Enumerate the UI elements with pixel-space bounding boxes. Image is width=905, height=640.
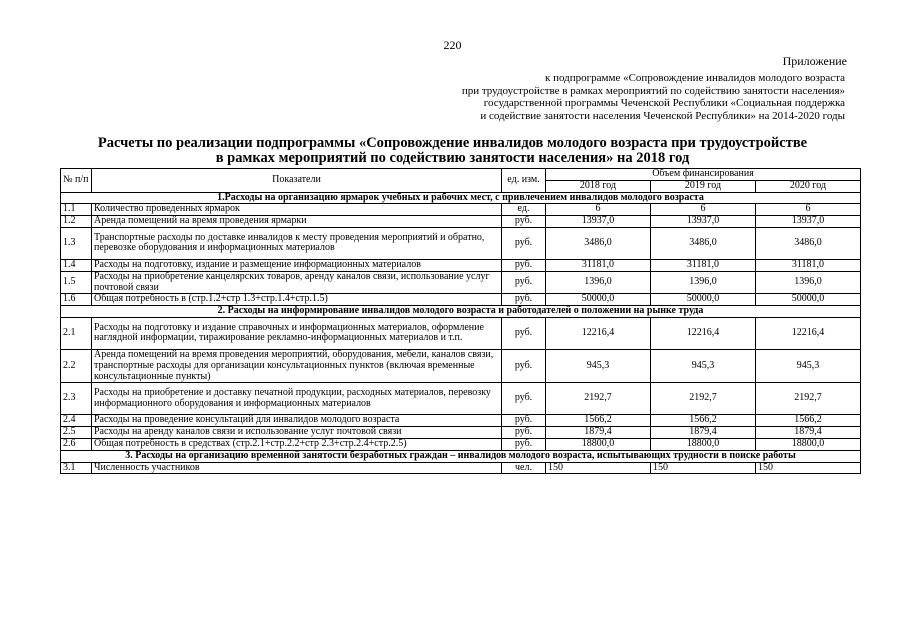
header-2019: 2019 год [651, 180, 756, 192]
row-indicator: Численность участников [92, 462, 502, 474]
row-number: 1.2 [61, 216, 92, 228]
row-indicator: Расходы на проведение консультаций для инвалидов молодого возраста [92, 415, 502, 427]
row-indicator: Расходы на подготовку, издание и размещение информационных материалов [92, 259, 502, 271]
section-title: 2. Расходы на информирование инвалидов молодого возраста и работодателей о положении на рынке труда [61, 306, 861, 318]
row-indicator: Аренда помещений на время проведения мероприятий, оборудования, мебели, каналов связи, транспортные расходы для организации консультационных пунктов (включая временные консультационные пункты) [92, 349, 502, 382]
calculation-table [60, 168, 861, 474]
section-title: 3. Расходы на организацию временной занятости безработных граждан – инвалидов молодого возраста, испытывающих трудности в поиске работы [61, 450, 861, 462]
table-row [61, 294, 861, 306]
row-number: 2.4 [61, 415, 92, 427]
table-row [61, 415, 861, 427]
row-value-2018: 945,3 [546, 349, 651, 382]
row-value-2018: 6 [546, 204, 651, 216]
row-value-2018: 150 [546, 462, 651, 474]
table-row [61, 317, 861, 349]
row-number: 2.6 [61, 438, 92, 450]
section-header-row [61, 450, 861, 462]
row-indicator: Аренда помещений на время проведения ярмарки [92, 216, 502, 228]
row-unit: руб. [502, 349, 546, 382]
row-value-2020: 31181,0 [756, 259, 861, 271]
row-unit: руб. [502, 216, 546, 228]
row-value-2018: 1396,0 [546, 271, 651, 294]
title-line: Расчеты по реализации подпрограммы «Сопровождение инвалидов молодого возраста при трудоустройстве [97, 135, 808, 151]
row-value-2020: 1396,0 [756, 271, 861, 294]
row-unit: руб. [502, 259, 546, 271]
ref-line: при трудоустройстве в рамках мероприятий по содействию занятости населения» [461, 84, 845, 97]
row-value-2019: 1566,2 [651, 415, 756, 427]
row-unit: руб. [502, 227, 546, 259]
ref-line: и содействие занятости населения Чеченской Республики» на 2014-2020 годы [480, 109, 845, 122]
section-title: 1.Расходы на организацию ярмарок учебных и рабочих мест, с привлечением инвалидов молодого возраста [61, 192, 861, 204]
header-2020: 2020 год [756, 180, 861, 192]
row-value-2018: 12216,4 [546, 317, 651, 349]
header-indicators: Показатели [92, 169, 502, 193]
row-value-2020: 1879,4 [756, 427, 861, 439]
row-number: 2.1 [61, 317, 92, 349]
row-value-2018: 1879,4 [546, 427, 651, 439]
row-value-2018: 2192,7 [546, 383, 651, 415]
row-value-2020: 2192,7 [756, 383, 861, 415]
ref-line: к подпрограмме «Сопровождение инвалидов молодого возраста [545, 72, 845, 84]
row-number: 1.5 [61, 271, 92, 294]
row-number: 2.3 [61, 383, 92, 415]
row-value-2019: 13937,0 [651, 216, 756, 228]
row-number: 1.6 [61, 294, 92, 306]
row-number: 3.1 [61, 462, 92, 474]
section-header-row [61, 306, 861, 318]
section-header-row [61, 192, 861, 204]
row-value-2018: 50000,0 [546, 294, 651, 306]
table-row [61, 383, 861, 415]
row-value-2019: 3486,0 [651, 227, 756, 259]
row-value-2018: 1566,2 [546, 415, 651, 427]
row-value-2020: 50000,0 [756, 294, 861, 306]
row-indicator: Общая потребность в средствах (стр.2.1+стр.2.2+стр 2.3+стр.2.4+стр.2.5) [92, 438, 502, 450]
row-value-2019: 150 [651, 462, 756, 474]
row-unit: руб. [502, 383, 546, 415]
row-indicator: Транспортные расходы по доставке инвалидов к месту проведения мероприятий и обратно, перевозке оборудования и информационных материалов [92, 227, 502, 259]
table-row [61, 427, 861, 439]
row-value-2020: 13937,0 [756, 216, 861, 228]
row-value-2020: 18800,0 [756, 438, 861, 450]
row-unit: руб. [502, 317, 546, 349]
table-row [61, 204, 861, 216]
title-line: в рамках мероприятий по содействию занятости населения» на 2018 год [215, 150, 690, 166]
appendix-label: Приложение [782, 54, 847, 68]
table-row [61, 349, 861, 382]
row-value-2020: 12216,4 [756, 317, 861, 349]
row-unit: руб. [502, 415, 546, 427]
row-number: 1.3 [61, 227, 92, 259]
row-unit: руб. [502, 438, 546, 450]
document-title [0, 136, 905, 166]
table-row [61, 462, 861, 474]
row-number: 2.5 [61, 427, 92, 439]
row-value-2020: 150 [756, 462, 861, 474]
table-row [61, 271, 861, 294]
row-unit: ед. [502, 204, 546, 216]
header-financing: Объем финансирования [546, 169, 861, 181]
row-indicator: Расходы на приобретение канцелярских товаров, аренду каналов связи, использование услуг почтовой связи [92, 271, 502, 294]
row-value-2019: 945,3 [651, 349, 756, 382]
row-value-2020: 945,3 [756, 349, 861, 382]
row-indicator: Расходы на подготовку и издание справочных и информационных материалов, оформление наглядной информации, тиражирование рекламно-информационных материалов и т.п. [92, 317, 502, 349]
table-body [61, 192, 861, 474]
row-value-2019: 18800,0 [651, 438, 756, 450]
header-2018: 2018 год [546, 180, 651, 192]
header-no: № п/п [61, 169, 92, 193]
row-value-2019: 12216,4 [651, 317, 756, 349]
row-value-2018: 3486,0 [546, 227, 651, 259]
row-number: 1.4 [61, 259, 92, 271]
row-value-2018: 18800,0 [546, 438, 651, 450]
table-row [61, 216, 861, 228]
table-row [61, 438, 861, 450]
row-value-2018: 31181,0 [546, 259, 651, 271]
row-value-2018: 13937,0 [546, 216, 651, 228]
row-value-2019: 1879,4 [651, 427, 756, 439]
row-value-2020: 6 [756, 204, 861, 216]
row-indicator: Количество проведенных ярмарок [92, 204, 502, 216]
row-value-2019: 50000,0 [651, 294, 756, 306]
page-number: 220 [443, 38, 462, 52]
row-indicator: Расходы на аренду каналов связи и использование услуг почтовой связи [92, 427, 502, 439]
row-number: 1.1 [61, 204, 92, 216]
table-row [61, 227, 861, 259]
table-row [61, 259, 861, 271]
ref-line: государственной программы Чеченской Республики «Социальная поддержка [483, 97, 845, 110]
row-indicator: Общая потребность в (стр.1.2+стр 1.3+стр.1.4+стр.1.5) [92, 294, 502, 306]
row-value-2019: 2192,7 [651, 383, 756, 415]
appendix-reference [462, 72, 845, 122]
row-value-2019: 6 [651, 204, 756, 216]
row-indicator: Расходы на приобретение и доставку печатной продукции, расходных материалов, перевозку информационного оборудования и информационных материалов [92, 383, 502, 415]
header-unit: ед. изм. [502, 169, 546, 193]
row-value-2020: 1566,2 [756, 415, 861, 427]
row-unit: руб. [502, 271, 546, 294]
row-unit: чел. [502, 462, 546, 474]
row-unit: руб. [502, 427, 546, 439]
row-value-2019: 1396,0 [651, 271, 756, 294]
row-unit: руб. [502, 294, 546, 306]
row-value-2020: 3486,0 [756, 227, 861, 259]
row-value-2019: 31181,0 [651, 259, 756, 271]
row-number: 2.2 [61, 349, 92, 382]
